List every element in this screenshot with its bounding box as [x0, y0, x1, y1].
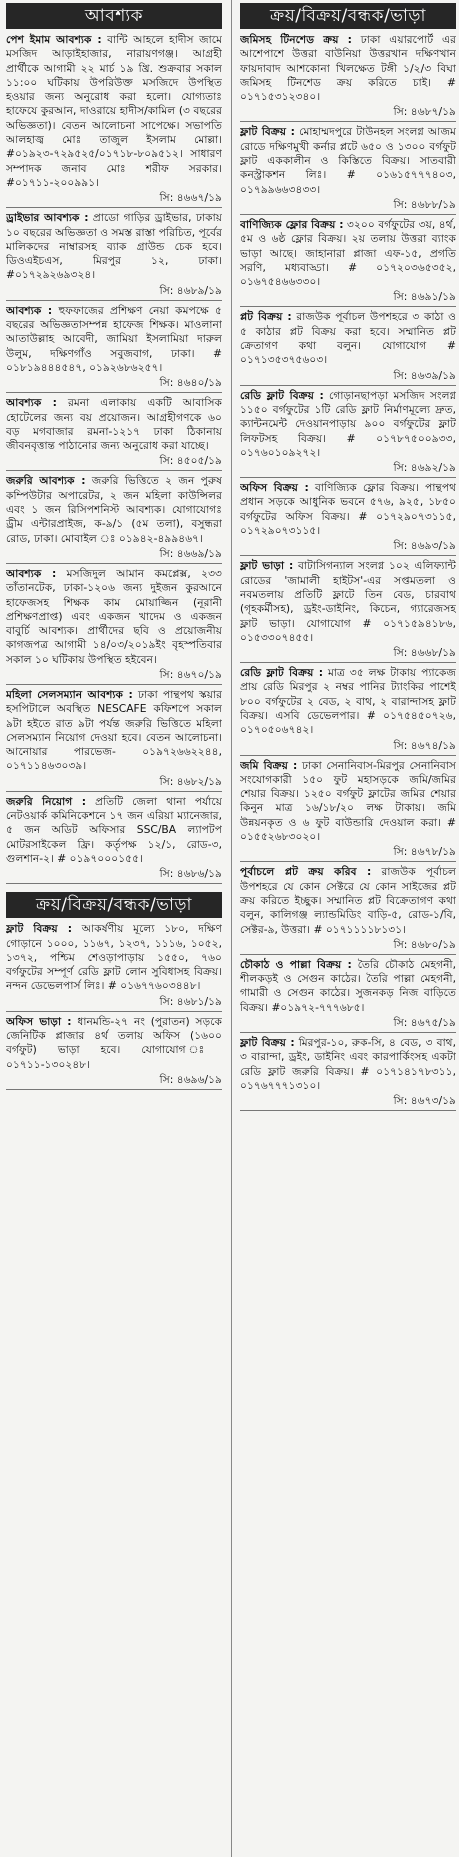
ad-body: [240, 389, 456, 460]
ad-separator: [240, 954, 456, 955]
ad-reference-code: সি: ৪৬৬৮/১৯: [393, 646, 456, 660]
ad-headline: চৌকাঠ ও পাল্লা বিক্রয় :: [240, 957, 352, 971]
ad-text: বাটাসিগন্যাল সংলগ্ন ১০২ এলিফ্যান্ট রোডের 'জামালী হাইটস'-এর সপ্তমতলা ও নবমতলায় প্রতিটি ফ্লাটে তিন বেড, চারবাথ (গৃহকর্মীসহ), ড্রইং-ডাইনিং, কিচেন, গ্যারেজসহ ফ্লাট ভাড়া। যোগাযোগ # ০১৭১৫৯৪১৮৬, ০১৫৩৩০৭৪৫৫।: [240, 559, 456, 644]
ad-separator: [240, 385, 456, 386]
section-heading-wanted: আবশ্যক: [6, 3, 222, 29]
ad-body: [240, 1036, 456, 1093]
ad-headline: বাণিজ্যিক ফ্লোর বিক্রয় :: [240, 217, 344, 231]
ad-list-buy-sell-right: [240, 33, 456, 1111]
ad-body: [240, 481, 456, 538]
ad-text: হুফফাজের প্রশিক্ষণ নেয়া কমপক্ষে ৫ বছরের অভিজ্ঞতাসম্পন্ন হাফেজ শিক্ষক। মাওলানা আতাউল্লাহ আবেদী, জামিয়া ইসলামিয়া দারুল উলুম, দক্ষিণগাঁও সবুজবাগ, ঢাকা। # ০১৮১৯৪৪৪৫৪৭, ০১৯২৬৮৬২৫৭।: [6, 303, 222, 374]
ad-separator: [240, 755, 456, 756]
ad-body: [6, 922, 222, 993]
ad-headline: রেডি ফ্লাট বিক্রয় :: [240, 666, 323, 680]
ad-text: মসজিদুল আমান কমপ্লেক্স, ২৩৩ তাঁতানটেক, ঢাকা-১২০৬ জন্য দুইজন কুরআনে হাফেজসহ শিক্ষক কাম মোয়াজ্জিন (নূরানী প্রশিক্ষণপ্রাপ্ত) এবং একজন খাদেম ও একজন বাবুর্চি আবশ্যক। প্রার্থীদের ছবি ও প্রয়োজনীয় কাগজপত্র আগামী ১৪/০৩/২০১৯ইং বৃহস্পতিবার সকাল ১০ ঘটিকায় উপস্থিত হইবেন।: [6, 566, 222, 666]
left-column: [6, 0, 222, 1857]
ad-text: জরুরি ভিত্তিতে ২ জন পুরুষ কম্পিউটার অপারেটর, ২ জন মহিলা কাউন্সিলর এবং ১ জন রিসিপশনিস্ট আবশ্যক। যোগাযোগঃ ড্রীম এন্টারপ্রাইজ, ক-৯/১ (৫ম তলা), বসুন্ধরা রোড, ঢাকা। মোবাইল ঃ ০১৯৪২-৪৯৯৪৬৭।: [6, 474, 222, 545]
ad-body: [6, 567, 222, 667]
ad-text: আকর্ষণীয় মূল্যে ১৮০, দক্ষিণ গোড়ানে ১০০০, ১১৬৭, ১২৩৭, ১১১৬, ১০৫২, ১৩৭২, পশ্চিম শেওড়াপাড়ায় ১৫৫০, ৭৬০ বর্গফুটের সম্পূর্ণ রেডি ফ্লাট লোন সুবিধাসহ বিক্রয়। নন্দন ডেভেলপার্স লিঃ। # ০১৬৭৭৬০৩৪৪৮।: [6, 922, 222, 993]
ad-reference-code: সি: ৪৬৮৭/১৯: [393, 105, 456, 119]
ad-separator: [6, 1089, 222, 1090]
ad-headline: পূর্বাচলে প্লট ক্রয় করিব :: [240, 865, 372, 879]
ad-list-wanted: [6, 33, 222, 884]
ad-headline: অফিস বিক্রয় :: [240, 481, 309, 495]
ad-text: মাত্র ৩৫ লক্ষ টাকায় প্যাকেজ প্রায় রেডি মিরপুর ২ নম্বর পানির ট্যাংকির পাশেই ৮০০ বর্গফুটের ২ বেড, ২ বাথ, ২ বারান্দাসহ ফ্লাট বিক্রয়। এসবি ডেভেলপার। # ০১৭৫৪৫০৭২৬, ০১৭০৫০৬৭৪২।: [240, 666, 456, 737]
ad-reference-code: সি: ৪৬৯২/১৯: [393, 461, 456, 475]
ad-reference-code: সি: ৪৬৭৪/১৯: [393, 738, 456, 752]
right-column: [240, 0, 456, 1857]
ad-reference-code: সি: ৪৬৩৯/১৯: [393, 368, 456, 382]
classified-ad: [240, 865, 456, 954]
ad-reference-code: সি: ৪৬৮৯/১৯: [159, 283, 222, 297]
column-divider: [231, 0, 232, 1857]
ad-text: রমনা এলাকায় একটি আবাসিক হোটেলের জন্য বয় প্রয়োজন। আগ্রহীগণকে ৬০ বড় মগবাজার রমনা-১২১৭ ঢাকা ঠিকানায় জীবনবৃত্তান্ত পাঠানোর জন্য অনুরোধ করা যাচ্ছে।: [6, 396, 222, 453]
ad-separator: [240, 306, 456, 307]
ad-body: [240, 310, 456, 367]
ad-body: [6, 688, 222, 774]
ad-headline: ফ্লাট বিক্রয় :: [240, 125, 295, 139]
classified-ad: [240, 759, 456, 863]
ad-headline: ফ্লাট বিক্রয় :: [240, 1036, 295, 1050]
ad-body: [240, 125, 456, 196]
ad-body: [240, 33, 456, 104]
ad-headline: প্লট বিক্রয় :: [240, 310, 292, 324]
ad-list-buy-sell-left: [6, 922, 222, 1090]
ad-reference-code: সি: ৪৬৯৩/১৯: [393, 539, 456, 553]
ad-headline: জমি বিক্রয় :: [240, 758, 298, 772]
ad-separator: [6, 883, 222, 884]
ad-headline: জরুরি নিয়োগ :: [6, 794, 86, 808]
ad-text: গোড়ানছাপড়া মসজিদ সংলগ্ন ১১৫০ বর্গফুটের ১টি রেডি ফ্লাট নির্মাণমূল্যে দ্রুত, ক্যান্টনমেন্ট দেওয়ানপাড়ায় ৯০০ বর্গফুটের ফ্লাট লিফটসহ বিক্রয়। # ০১৭৮৭৫০০৯৩৩, ০১৭৬০১০৯২৭২।: [240, 388, 456, 459]
classified-ad: [240, 666, 456, 755]
ad-separator: [240, 662, 456, 663]
ad-text: রাজউক পূর্বাচল উপশহরে যে কোন সেক্টরে যে কোন সাইজের প্লট ক্রয় করিতে ইচ্ছুক। সম্মানিত প্লট বিক্রেতাগণ কথা বলুন, কালিগঞ্জ ল্যান্ডমিডিং বাড়ি-৫, রোড-১/বি, সেক্টর-৯, উত্তরা। # ০১৭১১১১৮১৩১।: [240, 865, 456, 936]
classified-ad: [240, 958, 456, 1033]
ad-headline: ড্রাইভার আবশ্যক :: [6, 211, 89, 225]
ad-text: ঢাকা এয়ারপোর্ট এর আশেপাশে উত্তরা বাউনিয়া উত্তরখান দক্ষিণখান ফায়দাবাদ আশকোনা খিলক্ষেত টঙ্গী ১/২/৩ বিঘা জমিসহ টিনশেড ক্রয় করিতে চাই। # ০১৭১৫৩১২৩৪০।: [240, 33, 456, 104]
ad-text: ঢাকা সেনানিবাস-মিরপুর সেনানিবাস সংযোগকারী ১৫০ ফুট মহাসড়কে জমি/জমির শেয়ার বিক্রয়। ১২৫০ বর্গফুট ফ্লাটের জমির শেয়ার কিনুন মাত্র ১৬/১৮/২০ লক্ষ টাকায়। জমি উন্নয়নকৃত ও ৬ ফুট বাউন্ডারি দেওয়াল করা। # ০১৫৫২৬৮৩০২০।: [240, 758, 456, 844]
classified-ad: [6, 688, 222, 792]
ad-text: মোহাম্মদপুরে টাউনহল সংলগ্ন আজম রোডে দক্ষিণমুখী কর্নার প্লটে ৬৫০ ও ১৩০০ বর্গফুট ফ্লাট এককালীন ও কিস্তিতে বিক্রয়। সাতবারী কনস্ট্রাকশন লিঃ। # ০১৬১৫৭৭৭৪০৩, ০১৭৯৯৬৬৩৪৩৩।: [240, 125, 456, 196]
classified-ad: [240, 125, 456, 214]
classified-ad: [240, 481, 456, 556]
ad-headline: রেডি ফ্লাট বিক্রয় :: [240, 388, 324, 402]
ad-body: [240, 958, 456, 1015]
ad-separator: [240, 477, 456, 478]
ad-reference-code: সি: ৪৬৯৬/১৯: [159, 1072, 222, 1086]
ad-headline: জরুরি আবশ্যক :: [6, 474, 86, 488]
ad-separator: [6, 207, 222, 208]
ad-separator: [240, 214, 456, 215]
ad-separator: [6, 563, 222, 564]
ad-headline: পেশ ইমাম আবশ্যক :: [6, 33, 102, 46]
ad-reference-code: সি: ৪৬৮০/১৯: [393, 937, 456, 951]
ad-separator: [6, 791, 222, 792]
ad-body: [6, 304, 222, 375]
ad-text: ঢাকা পান্থপথ স্কয়ার হসপিটালে অবস্থিত NESCAFE কফিশপে সকাল ৯টা হইতে রাত ৯টা পর্যন্ত জরুরি ভিত্তিতে মহিলা সেলসম্যান নিয়োগ দেওয়া হবে। বেতন আলোচনা। আনোয়ার পারভেজ- ০১৯৭২৬৬২২৪৪, ০১৭১১৪৬৩০৩৯।: [6, 687, 222, 773]
ad-reference-code: সি: ৪৬৭৫/১৯: [393, 1016, 456, 1030]
ad-headline: অফিস ভাড়া :: [6, 1014, 72, 1028]
ad-headline: আবশ্যক :: [6, 566, 57, 580]
ad-body: [6, 1015, 222, 1072]
ad-text: বান্টি আহলে হাদীস জামে মসজিদ আড়াইহাজার, নারায়ণগঞ্জ। আগ্রহী প্রার্থীকে আগামী ২২ মার্চ ১৯ খ্রি. শুক্রবার সকাল ১১:০০ ঘটিকায় উপরিউক্ত মসজিদে উপস্থিত হওয়ার জন্য অনুরোধ করা হলো। যোগ্যতাঃ হাফেযে কুরআন, দাওরায়ে হাদীস/কামিল (৩ বছরের অভিজ্ঞতা)। বেতন আলোচনা সাপেক্ষে। সভাপতি আলহাজ্ব মোঃ তাজুল ইসলাম মোল্লা। #০১৯২৩-৭২৯৫২৫/০১৭১৮-৮০৯৫১২। সাধারণ সম্পাদক জনাব মোঃ শরীফ সরকার। #০১৭১১-২০০৯৯১।: [6, 33, 222, 189]
classified-ad: [6, 474, 222, 563]
ad-separator: [240, 861, 456, 862]
ad-body: [6, 474, 222, 545]
ad-text: প্রতিটি জেলা থানা পর্যায়ে নেটওয়ার্ক কমিনিকেশনে ১৭ জন এরিয়া ম্যানেজার, ৫ জন অডিট অফিসার SSC/BA ল্যাপটপ মোটরসাইকেল ফ্রি। কর্তৃপক্ষ ১২/১, রোড-৩, গুলশান-২। # ০১৯৭০০০১৫৫।: [6, 794, 222, 865]
classified-ad: [240, 310, 456, 385]
ad-reference-code: সি: ৪৬৭০/১৯: [159, 667, 222, 681]
ad-separator: [6, 684, 222, 685]
section-heading-buy-sell: ক্রয়/বিক্রয়/বন্ধক/ভাড়া: [6, 892, 222, 918]
ad-text: তৈরি চৌকাঠ মেহগনী, শীলকড়ই ও সেগুন কাঠের। তৈরি পাল্লা মেহগনী, গামারী ও সেগুন কাঠের। সুজনকড় নিজ বাড়িতে বিক্রয়। #০১৯৭২-৭৭৭৬৮৫।: [240, 957, 456, 1014]
classified-ad: [6, 211, 222, 300]
ad-body: [240, 759, 456, 845]
classified-ad: [6, 567, 222, 685]
ad-reference-code: সি: ৪৬৬৯/১৯: [159, 546, 222, 560]
classified-ad: [240, 33, 456, 122]
ad-reference-code: সি: ৪৬৬৭/১৯: [159, 191, 222, 205]
ad-separator: [240, 555, 456, 556]
ad-reference-code: সি: ৪৬৮২/১৯: [159, 774, 222, 788]
ad-reference-code: সি: ৪৫০৫/১৯: [159, 454, 222, 468]
ad-body: [6, 211, 222, 282]
ad-separator: [240, 1110, 456, 1111]
ad-separator: [6, 300, 222, 301]
ad-reference-code: সি: ৪৬৮৬/১৯: [159, 867, 222, 881]
ad-headline: ফ্লাট বিক্রয় :: [6, 922, 73, 936]
ad-headline: মহিলা সেলসম্যান আবশ্যক :: [6, 687, 133, 701]
ad-text: বাণিজ্যিক ফ্লোর বিক্রয়। পান্থপথ প্রধান সড়কে আধুনিক ভবনে ৫৭৬, ৯২৫, ১৮৫০ বর্গফুটের অফিস বিক্রয়। # ০১৭২৯০৭৩১১৫, ০১৭২৯০৭৩১১৫।: [240, 481, 456, 538]
ad-reference-code: সি: ৪৬৮৮/১৯: [393, 197, 456, 211]
ad-separator: [6, 392, 222, 393]
ad-text: ধানমন্ডি-২৭ নং (পুরাতন) সড়কে জেনিটিক প্লাজার ৪র্থ তলায় অফিস (১৬০০ বর্গফুট) ভাড়া হবে। যোগাযোগ ঃ ০১৭১১-১৩০২৪৮।: [6, 1014, 222, 1071]
ad-text: রাজউক পূর্বাচল উপশহরে ৩ কাঠা ও ৫ কাঠার প্লট বিক্রয় করা হবে। সম্মানিত প্লট ক্রেতাগণ কথা বলুন। যোগাযোগ # ০১৭১৩৫৩৭৫৬০৩।: [240, 310, 456, 367]
classified-ad: [240, 559, 456, 663]
ad-headline: ফ্লাট ভাড়া :: [240, 559, 294, 573]
ad-reference-code: সি: ৪৬৭৩/১৯: [393, 1094, 456, 1108]
ad-headline: জমিসহ টিনশেড ক্রয় :: [240, 33, 352, 46]
ad-separator: [6, 470, 222, 471]
ad-text: প্রাডো গাড়ির ড্রাইভার, ঢাকায় ১০ বছরের অভিজ্ঞতা ও সমস্ত রাস্তা পরিচিত, পূর্বের মালিকদের নাম্বারসহ ব্যাক গ্রাউন্ড চেক হবে। ডিওএইচএস, মিরপুর ১২, ঢাকা। #০১৭২৯২৬৯৩২৪।: [6, 211, 222, 282]
ad-text: ৩২০০ বর্গফুটের ৩য়, ৪র্থ, ৫ম ও ৬ষ্ঠ ফ্লোর বিক্রয়। ২য় তলায় উত্তরা ব্যাংক ভাড়া আছে। জাহানারা প্লাজা এফ-১৫, প্রগতি সরণি, মধ্যবাড্ডা। # ০১৭২০৩৬৫৩৫২, ০১৬৭৫৪৬৬৩৩০।: [240, 217, 456, 289]
classified-ad: [240, 218, 456, 307]
ad-text: মিরপুর-১০, রুক-সি, ৪ বেড, ৩ বাথ, ৩ বারান্দা, ড্রইং, ডাইনিং এবং কারপার্কিংসহ একটা রেডি ফ্লাট জরুরি বিক্রয়। # ০১৭১৪১৭৮৩১১, ০১৭৬৭৭৭১৩১০।: [240, 1036, 456, 1092]
ad-body: [240, 666, 456, 737]
ad-reference-code: সি: ৪৬৯১/১৯: [393, 290, 456, 304]
ad-separator: [6, 1011, 222, 1012]
classified-ad: [240, 1036, 456, 1111]
classified-ad: [240, 389, 456, 478]
classified-ad: [6, 1015, 222, 1090]
ad-headline: আবশ্যক :: [6, 303, 53, 317]
ad-body: [240, 865, 456, 936]
ad-body: [6, 795, 222, 866]
classified-ad: [6, 33, 222, 208]
ad-reference-code: সি: ৪৬৪০/১৯: [159, 376, 222, 390]
ad-body: [6, 33, 222, 190]
ad-separator: [240, 121, 456, 122]
classified-ad: [6, 304, 222, 393]
ad-headline: আবশ্যক :: [6, 396, 57, 410]
classified-ad: [6, 795, 222, 884]
ad-body: [240, 559, 456, 645]
classified-ad: [6, 922, 222, 1011]
ad-reference-code: সি: ৪৬৭৮/১৯: [393, 845, 456, 859]
classified-ad: [6, 396, 222, 471]
section-heading-buy-sell-right: ক্রয়/বিক্রয়/বন্ধক/ভাড়া: [240, 3, 456, 29]
ad-body: [240, 218, 456, 289]
ad-separator: [240, 1032, 456, 1033]
ad-body: [6, 396, 222, 453]
ad-reference-code: সি: ৪৬৮১/১৯: [159, 994, 222, 1008]
